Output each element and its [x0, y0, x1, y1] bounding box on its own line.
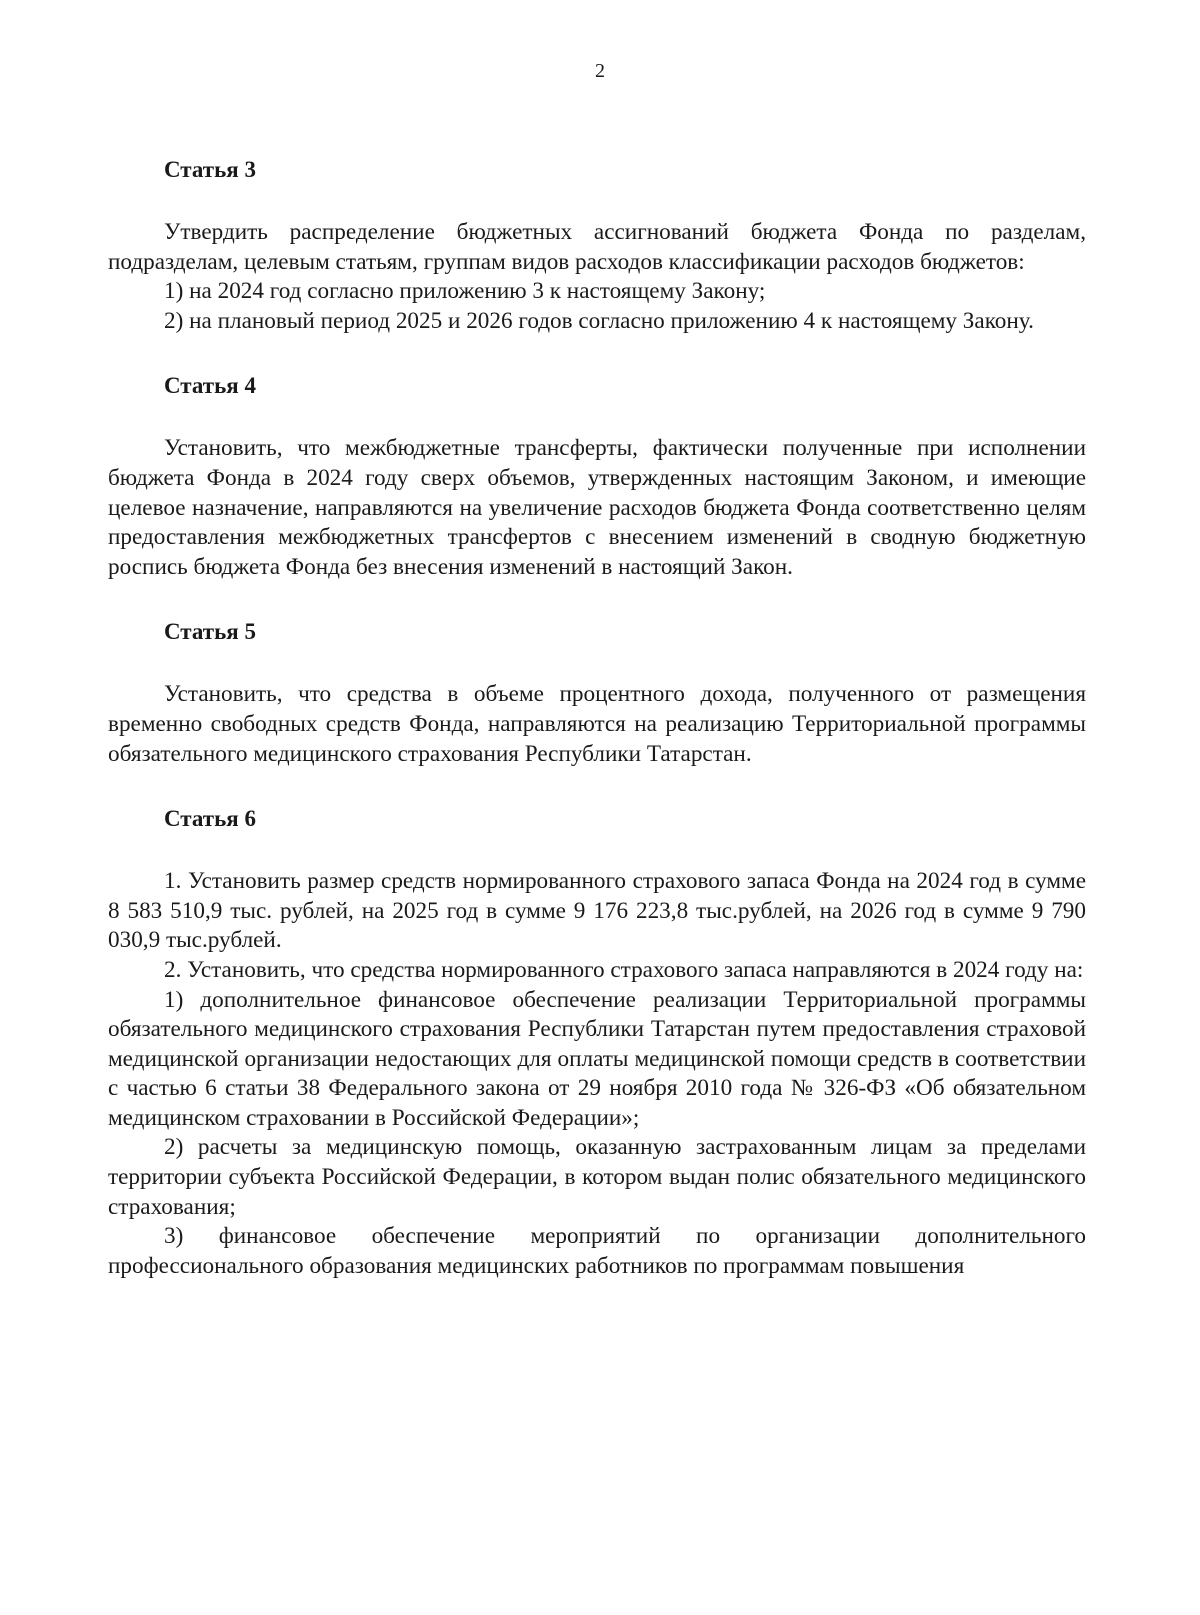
paragraph: 3) финансовое обеспечение мероприятий по организации дополнительного профессионального образования медицинских работников по программам повышения	[108, 1223, 1086, 1279]
paragraph: 1. Установить размер средств нормированного страхового запаса Фонда на 2024 год в сумме 8 583 510,9 тыс. рублей, на 2025 год в сумме 9 176 223,8 тыс.рублей, на 2026 год в сумме 9 790 030,9 тыс.рублей.	[108, 868, 1086, 954]
spacer	[108, 769, 1086, 803]
document-body	[108, 154, 1086, 1281]
paragraph: 2) расчеты за медицинскую помощь, оказанную застрахованным лицам за пределами территории субъекта Российской Федерации, в котором выдан полис обязательного медицинского страхования;	[108, 1134, 1086, 1220]
article-title: Статья 5	[164, 619, 256, 645]
article-title: Статья 6	[164, 806, 256, 832]
paragraph: 2. Установить, что средства нормированного страхового запаса направляются в 2024 году на:	[164, 956, 1084, 983]
spacer	[108, 336, 1086, 370]
article-title: Статья 3	[164, 157, 256, 182]
paragraph: 2) на плановый период 2025 и 2026 годов согласно приложению 4 к настоящему Закону.	[164, 307, 1034, 334]
paragraph: Установить, что средства в объеме процентного дохода, полученного от размещения временно свободных средств Фонда, направляются на реализацию Территориальной программы обязательного медицинского страхования Республики Татарстан.	[108, 681, 1086, 767]
paragraph: 1) дополнительное финансовое обеспечение реализации Территориальной программы обязательного медицинского страхования Республики Татарстан путем предоставления страховой медицинской организации недостающих для оплаты медицинской помощи средств в соответствии с частью 6 статьи 38 Федерального закона от 29 ноября 2010 года № 326-ФЗ «Об обязательном медицинском страховании в Российской Федерации»;	[108, 986, 1086, 1131]
article-3	[108, 154, 1086, 336]
spacer	[108, 582, 1086, 616]
page-number: 2	[595, 60, 605, 82]
article-4	[108, 370, 1086, 582]
article-title: Статья 4	[164, 373, 256, 399]
article-5	[108, 616, 1086, 769]
article-6	[108, 803, 1086, 1281]
paragraph: 1) на 2024 год согласно приложению 3 к настоящему Закону;	[164, 278, 766, 305]
paragraph: Утвердить распределение бюджетных ассигнований бюджета Фонда по разделам, подразделам, целевым статьям, группам видов расходов классификации расходов бюджетов:	[108, 219, 1086, 275]
paragraph: Установить, что межбюджетные трансферты, фактически полученные при исполнении бюджета Фонда в 2024 году сверх объемов, утвержденных настоящим Законом, и имеющие целевое назначение, направляются на увеличение расходов бюджета Фонда соответственно целям предоставления межбюджетных трансфертов с внесением изменений в сводную бюджетную роспись бюджета Фонда без внесения изменений в настоящий Закон.	[108, 435, 1086, 580]
